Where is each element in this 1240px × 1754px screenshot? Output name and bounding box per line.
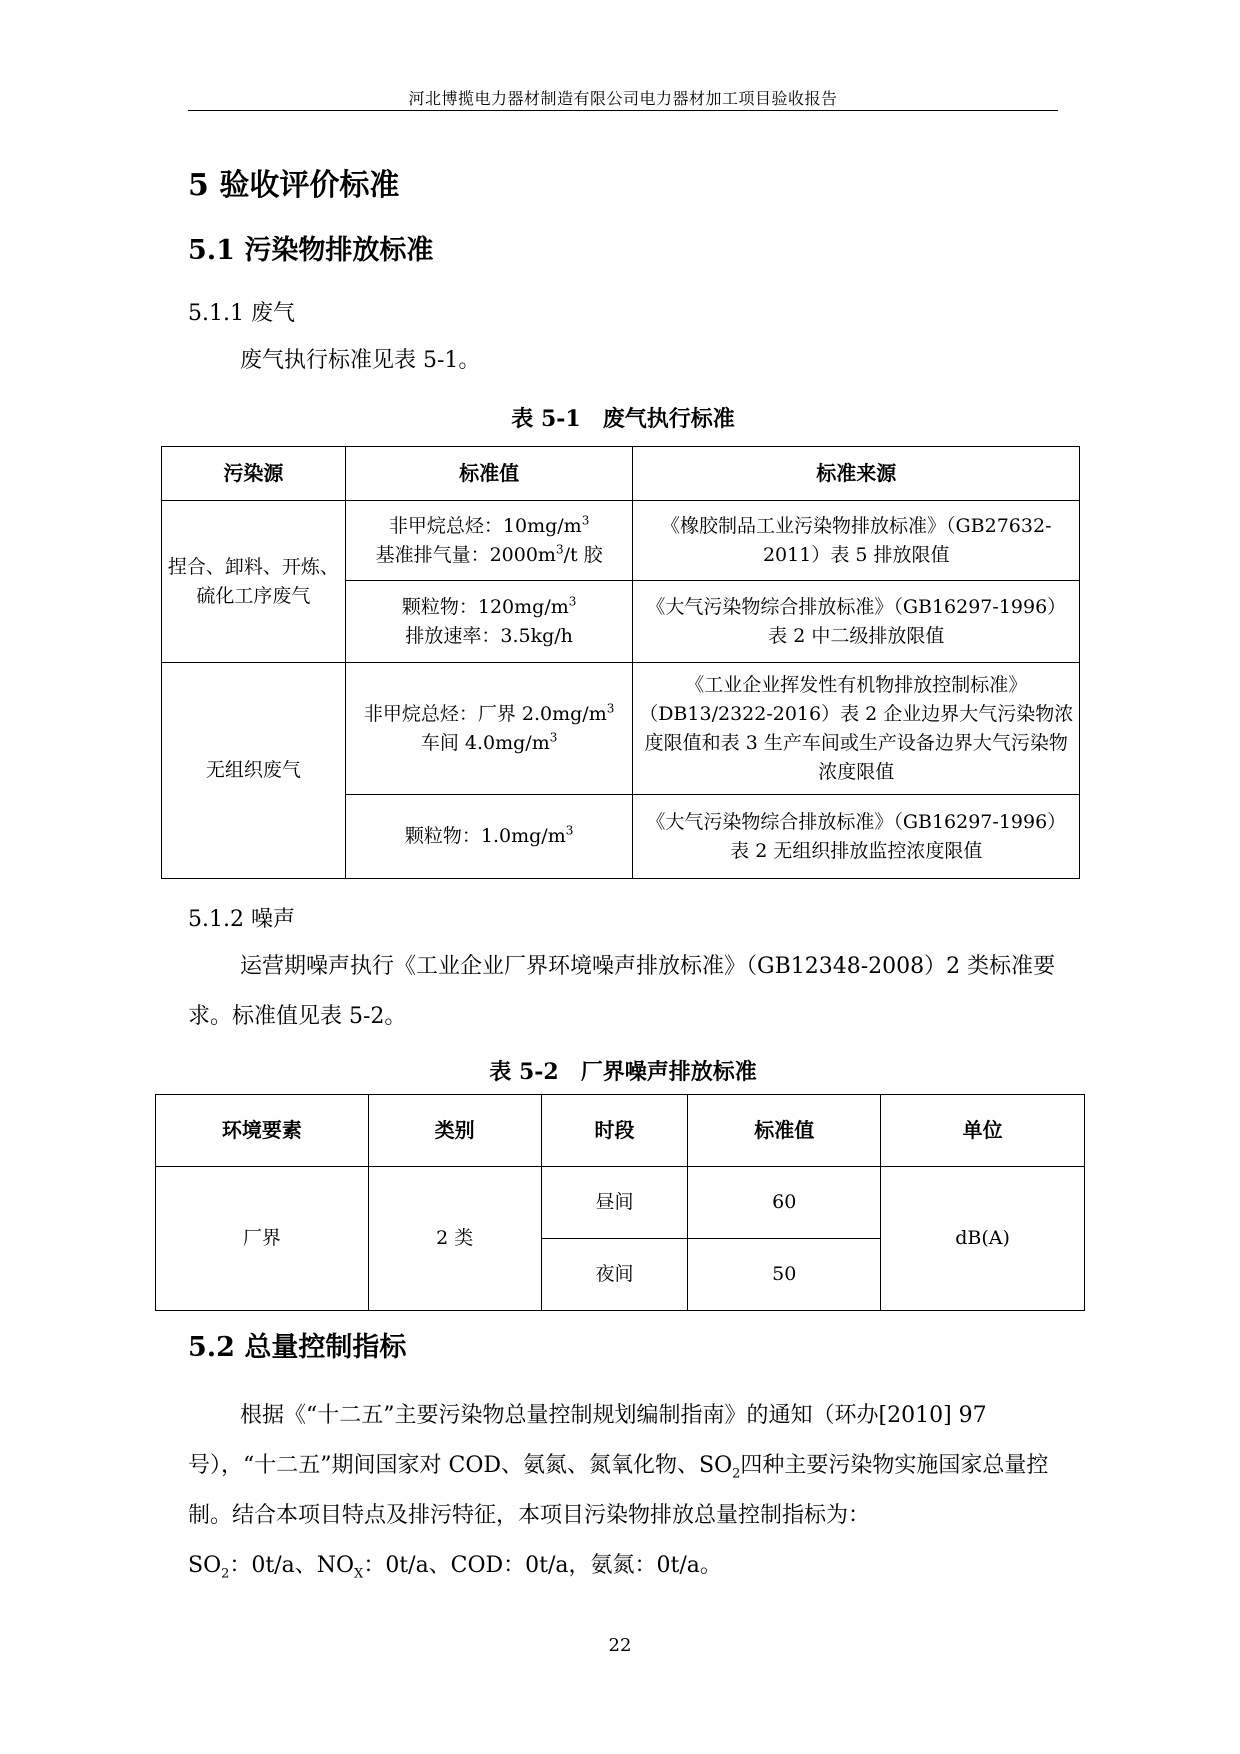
- subscript: 2: [732, 1466, 741, 1482]
- table1-source-cell: 无组织废气: [162, 663, 346, 879]
- noise-heading: 5.1.2 噪声: [188, 907, 295, 932]
- superscript: 3: [606, 701, 615, 716]
- table2-header-category: 类别: [368, 1095, 541, 1167]
- table1-header-source: 污染源: [162, 447, 346, 501]
- table1-value-text: 颗粒物：1.0mg/m: [404, 825, 566, 847]
- table1-value-text: 非甲烷总烃：10mg/m: [388, 514, 582, 537]
- table2-value-cell: 60: [688, 1167, 881, 1239]
- values-text: ：0t/a、NO: [229, 1553, 355, 1578]
- noise-standards-table: [155, 1094, 1085, 1311]
- subsection-title-5-1: 5.1 污染物排放标准: [188, 235, 434, 266]
- exhaust-standards-table: [161, 446, 1080, 879]
- table2-unit-cell: dB(A): [881, 1167, 1085, 1311]
- table1-basis-cell: 《橡胶制品工业污染物排放标准》（GB27632-2011）表 5 排放限值: [633, 501, 1080, 581]
- running-header: 河北博揽电力器材制造有限公司电力器材加工项目验收报告: [408, 89, 838, 108]
- table1-value-cell: [345, 795, 633, 879]
- table1-basis-cell: 《大气污染物综合排放标准》（GB16297-1996）表 2 中二级排放限值: [633, 581, 1080, 663]
- superscript: 3: [568, 594, 577, 609]
- table1-header-basis: 标准来源: [633, 447, 1080, 501]
- so2-label: SO: [188, 1553, 222, 1578]
- table1-value-text: 排放速率：3.5kg/h: [405, 624, 573, 647]
- table2-period-cell: 昼间: [541, 1167, 688, 1239]
- table1-value-text: 基准排气量：2000m: [375, 543, 556, 566]
- superscript: 3: [581, 513, 590, 528]
- table1-caption: 表 5-1 废气执行标准: [511, 406, 735, 432]
- table1-value-cell: [345, 501, 633, 581]
- table1-header-value: 标准值: [345, 447, 633, 501]
- table1-value-text: 非甲烷总烃：厂界 2.0mg/m: [363, 702, 607, 725]
- subscript: 2: [221, 1566, 230, 1582]
- table1-source-cell: 捏合、卸料、开炼、硫化工序废气: [162, 501, 346, 663]
- total-control-paragraph: [188, 1391, 1058, 1541]
- paragraph-text: 根据《“十二五”主要污染物总量控制规划编制指南》的通知（环办[2010] 97号），“十二五”期间国家对 COD、氨氮、氮氧化物、SO: [188, 1403, 987, 1478]
- table1-basis-cell: 《大气污染物综合排放标准》（GB16297-1996）表 2 无组织排放监控浓度限值: [633, 795, 1080, 879]
- table2-period-cell: 夜间: [541, 1239, 688, 1311]
- superscript: 3: [555, 542, 564, 557]
- header-rule: [188, 110, 1058, 111]
- exhaust-intro: 废气执行标准见表 5-1。: [240, 348, 481, 373]
- noise-intro: 运营期噪声执行《工业企业厂界环境噪声排放标准》（GB12348-2008）2 类标准要求。标准值见表 5-2。: [188, 954, 1056, 1029]
- table1-value-text: 颗粒物：120mg/m: [401, 595, 569, 618]
- section-title: 5 验收评价标准: [188, 168, 400, 203]
- table2-caption: 表 5-2 厂界噪声排放标准: [489, 1059, 757, 1085]
- subsection-title-5-2: 5.2 总量控制指标: [188, 1332, 407, 1363]
- table2-category-cell: 2 类: [368, 1167, 541, 1311]
- table2-header-unit: 单位: [881, 1095, 1085, 1167]
- table2-header-element: 环境要素: [156, 1095, 369, 1167]
- table1-value-cell: [345, 663, 633, 795]
- table1-value-text: /t 胶: [563, 543, 603, 566]
- total-control-values: [188, 1541, 1058, 1591]
- table2-header-value: 标准值: [688, 1095, 881, 1167]
- subscript: X: [354, 1566, 364, 1582]
- exhaust-heading: 5.1.1 废气: [188, 301, 295, 326]
- page-number: 22: [608, 1635, 632, 1656]
- table2-value-cell: 50: [688, 1239, 881, 1311]
- paragraph-text: 四种主要污染物实施国家总量控制。结合本项目特点及排污特征，本项目污染物排放总量控制指标为：: [188, 1453, 1049, 1528]
- superscript: 3: [549, 730, 558, 745]
- table1-value-cell: [345, 581, 633, 663]
- table2-element-cell: 厂界: [156, 1167, 369, 1311]
- superscript: 3: [565, 823, 574, 838]
- table2-header-period: 时段: [541, 1095, 688, 1167]
- table1-value-text: 车间 4.0mg/m: [420, 731, 550, 754]
- table1-basis-cell: 《工业企业挥发性有机物排放控制标准》（DB13/2322-2016）表 2 企业边界大气污染物浓度限值和表 3 生产车间或生产设备边界大气污染物浓度限值: [633, 663, 1080, 795]
- values-text: ：0t/a、COD：0t/a，氨氮：0t/a。: [363, 1553, 722, 1578]
